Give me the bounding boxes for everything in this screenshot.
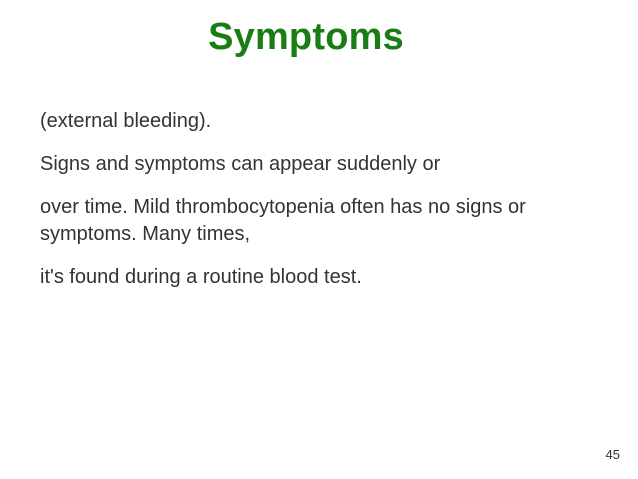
paragraph-external-bleeding: (external bleeding). xyxy=(40,110,212,132)
paragraph-mild-thrombocytopenia: over time. Mild thrombocytopenia often has no signs or symptoms. Many times, xyxy=(40,196,526,245)
slide-body xyxy=(40,108,580,307)
slide-title: Symptoms xyxy=(208,16,404,58)
paragraph-signs-appear: Signs and symptoms can appear suddenly or xyxy=(40,153,441,175)
paragraph-routine-blood-test: it's found during a routine blood test. xyxy=(40,266,362,288)
page-number: 45 xyxy=(605,447,620,462)
